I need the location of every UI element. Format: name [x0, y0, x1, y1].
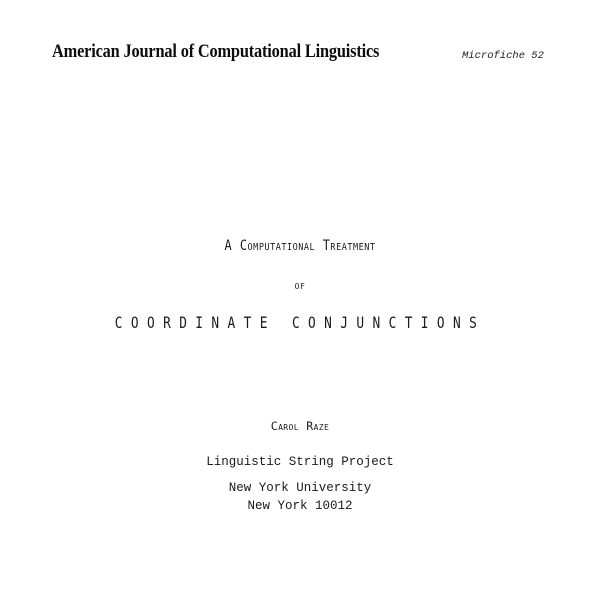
title-line-of: of: [294, 279, 306, 292]
journal-title: American Journal of Computational Linguistics: [52, 41, 380, 62]
title-line-1: A Computational Treatment: [224, 238, 376, 254]
title-line-main: COORDINATE CONJUNCTIONS: [114, 313, 486, 332]
author-name: Carol Raze: [270, 419, 330, 433]
affiliation-project: Linguistic String Project: [206, 455, 394, 469]
affiliation-university: New York University: [228, 481, 372, 495]
microfiche-number: Microfiche 52: [462, 50, 544, 62]
affiliation-city: New York 10012: [247, 499, 353, 513]
